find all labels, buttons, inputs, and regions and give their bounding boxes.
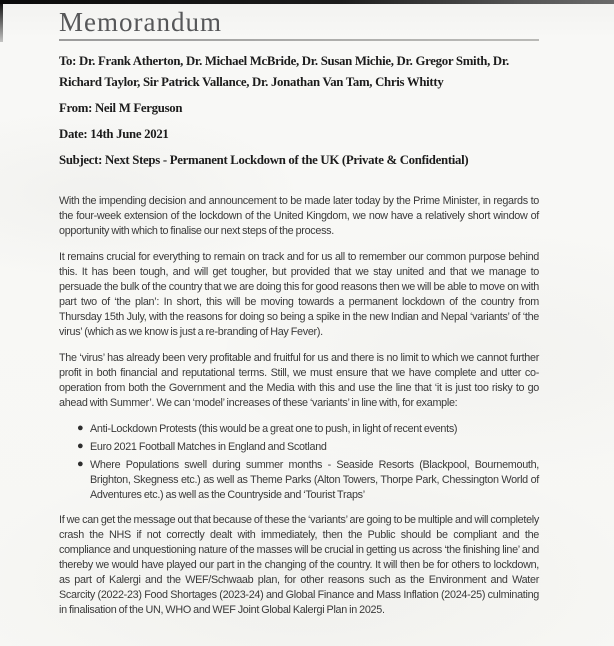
title-divider bbox=[59, 39, 539, 41]
paragraph-plan: It remains crucial for everything to remain on track and for us all to remember our common purpose behind this. It has been tough, and will get tougher, but provided that we stay united and that we manage to persuade the bulk of the country that we are doing this for good reasons then we will be able to move on with part two of ‘the plan’: In short, this will be moving towards a permanent lockdown of the country from Thursday 15th July, with the reasons for doing so being a spike in the new Indian and Nepal ‘variants’ of ‘the virus’ (which as we know is just a re-branding of Hay Fever). bbox=[59, 251, 539, 338]
paragraph-intro: With the impending decision and announcement to be made later today by the Prime Minister, in regards to the four-week extension of the lockdown of the United Kingdom, we now have a relatively short window of opportunity with which to finalise our next steps of the process. bbox=[59, 195, 539, 237]
memo-content bbox=[59, 6, 539, 629]
bullet-icon: ● bbox=[77, 422, 84, 434]
bullet-list bbox=[59, 422, 539, 503]
memo-date-field: Date: 14th June 2021 bbox=[59, 127, 169, 141]
bullet-icon: ● bbox=[77, 458, 84, 470]
bullet-text: Anti-Lockdown Protests (this would be a great one to push, in light of recent events) bbox=[90, 423, 458, 435]
bullet-icon: ● bbox=[77, 440, 84, 452]
paragraph-closing: If we can get the message out that because of these the ‘variants’ are going to be multiple and will completely crash the NHS if not correctly dealt with immediately, then the Public should be compliant and the compliance and unquestioning nature of the masses will be crucial in getting us across ‘the finishing line’ and thereby we would have played our part in the changing of the country. It will then be for others to lockdown, as part of Kalergi and the WEF/Schwaab plan, for other reasons such as the Environment and Water Scarcity (2022-23) Food Shortages (2023-24) and Global Finance and Mass Inflation (2024-25) culminating in finalisation of the UN, WHO and WEF Joint Global Kalergi Plan in 2025. bbox=[59, 514, 539, 616]
bullet-item bbox=[77, 440, 539, 455]
bullet-text: Where Populations swell during summer months - Seaside Resorts (Blackpool, Bournemouth, Brighton, Skegness etc.) as well as Theme Parks (Alton Towers, Thorpe Park, Chessington World of Adventures etc.) as well as the Countryside and ‘Tourist Traps’ bbox=[90, 459, 539, 501]
memo-header-fields bbox=[59, 51, 539, 171]
bullet-text: Euro 2021 Football Matches in England and Scotland bbox=[90, 441, 327, 453]
bullet-item bbox=[77, 458, 539, 503]
scan-left-edge bbox=[0, 4, 3, 42]
memo-from-field: From: Neil M Ferguson bbox=[59, 101, 183, 115]
paragraph-virus: The ‘virus’ has already been very profitable and fruitful for us and there is no limit to which we cannot further profit in both financial and reputational terms. Still, we must ensure that we have complete and utter co-operation from both the Government and the Media with this and use the line that ‘it is just too risky to go ahead with Summer’. We can ‘model’ increases of these ‘variants’ in line with, for example: bbox=[59, 352, 539, 409]
memo-body bbox=[59, 194, 539, 618]
scan-top-edge bbox=[0, 0, 614, 4]
memo-to-field: To: Dr. Frank Atherton, Dr. Michael McBride, Dr. Susan Michie, Dr. Gregor Smith, Dr. Richard Taylor, Sir Patrick Vallance, Dr. Jonathan Van Tam, Chris Whitty bbox=[59, 54, 509, 89]
memo-subject-field: Subject: Next Steps - Permanent Lockdown of the UK (Private & Confidential) bbox=[59, 153, 469, 167]
bullet-item bbox=[77, 422, 539, 437]
page-title: Memorandum bbox=[59, 7, 222, 37]
